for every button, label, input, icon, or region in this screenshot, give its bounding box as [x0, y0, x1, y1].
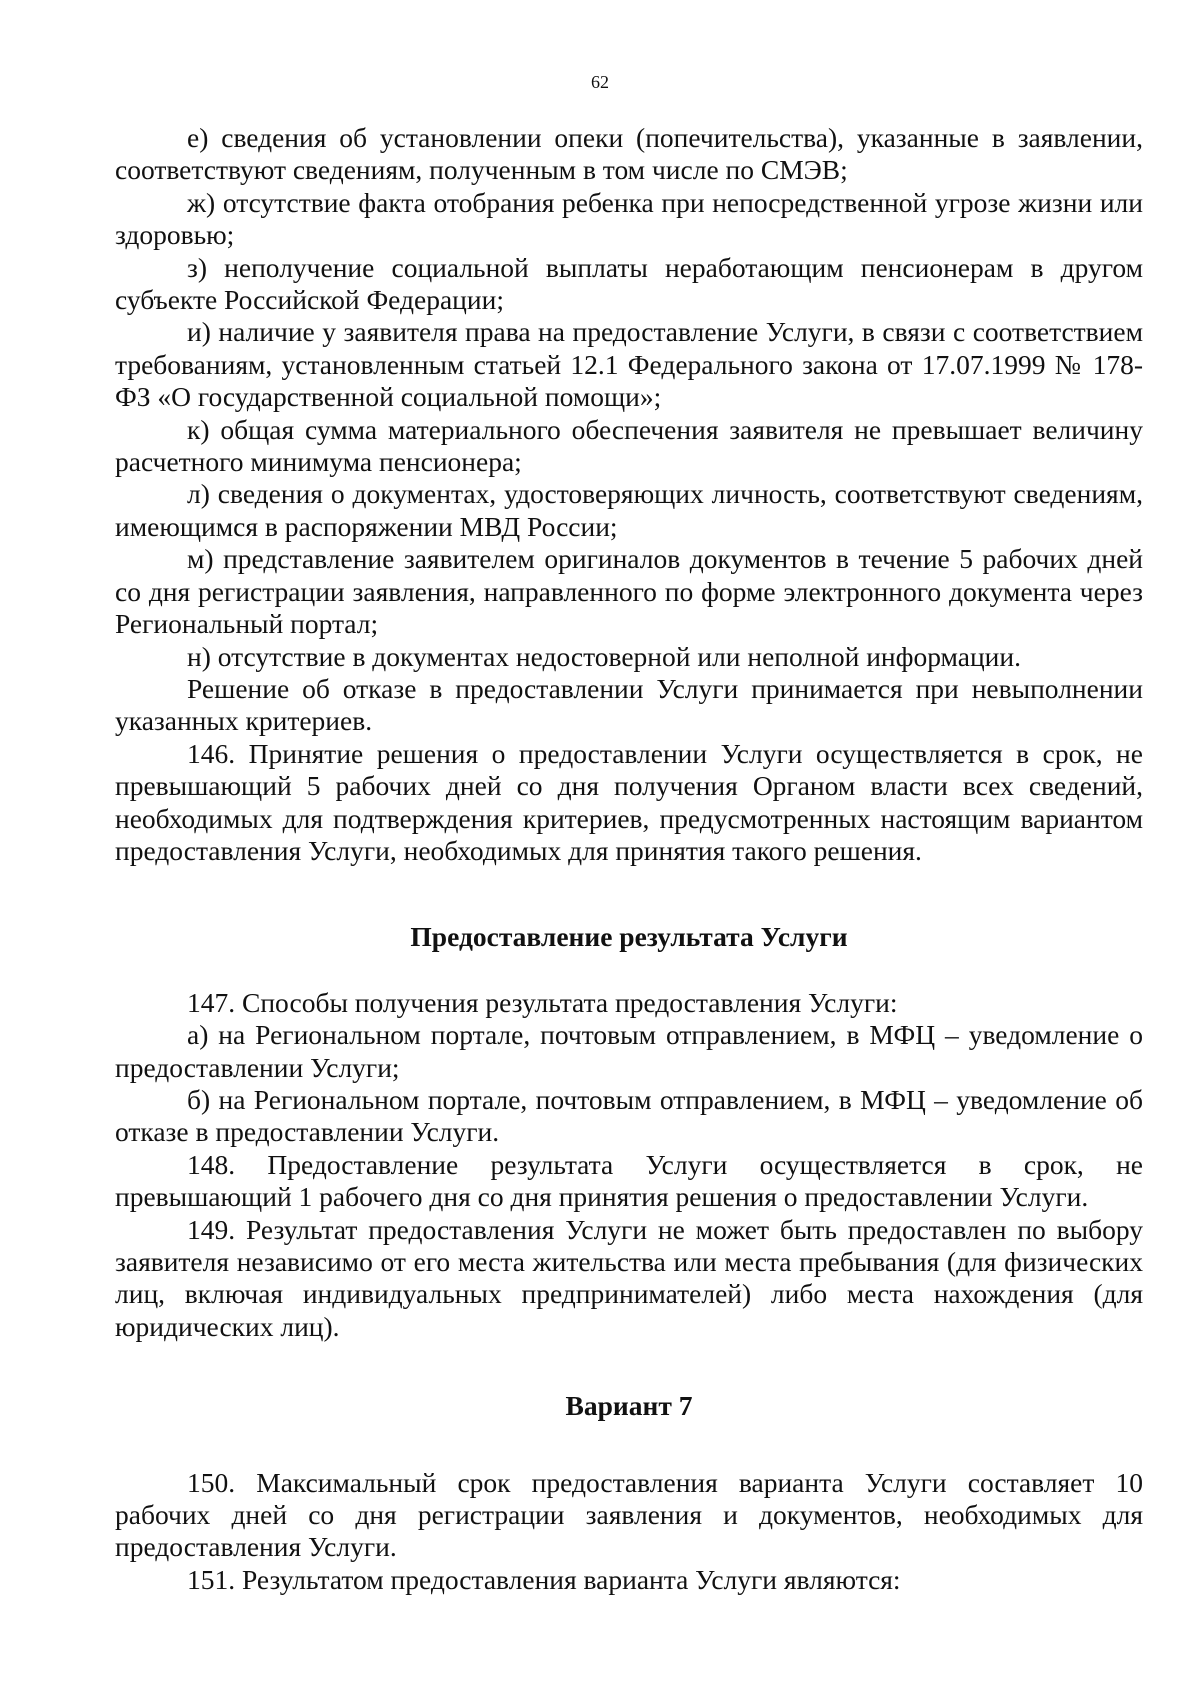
paragraph-zh: ж) отсутствие факта отобрания ребенка при непосредственной угрозе жизни или здоровью;	[115, 186, 1143, 251]
paragraph-z: з) неполучение социальной выплаты неработающим пенсионерам в другом субъекте Российской Федерации;	[115, 251, 1143, 316]
page-number: 62	[591, 72, 609, 92]
paragraph-m: м) представление заявителем оригиналов документов в течение 5 рабочих дней со дня регистрации заявления, направленного по форме электронного документа через Региональный портал;	[115, 543, 1143, 640]
paragraph-147-a: а) на Региональном портале, почтовым отправлением, в МФЦ – уведомление о предоставлении Услуги;	[115, 1019, 1143, 1083]
paragraph-150: 150. Максимальный срок предоставления варианта Услуги составляет 10 рабочих дней со дня регистрации заявления и документов, необходимых для предоставления Услуги.	[115, 1466, 1143, 1563]
paragraph-147: 147. Способы получения результата предоставления Услуги:	[187, 986, 898, 1018]
paragraph-e: е) сведения об установлении опеки (попечительства), указанные в заявлении, соответствуют сведениям, полученным в том числе по СМЭВ;	[115, 122, 1143, 186]
paragraph-146: 146. Принятие решения о предоставлении Услуги осуществляется в срок, не превышающий 5 рабочих дней со дня получения Органом власти всех сведений, необходимых для подтверждения критериев, предусмотренных настоящим вариантом предоставления Услуги, необходимых для принятия такого решения.	[115, 737, 1143, 866]
paragraph-148: 148. Предоставление результата Услуги осуществляется в срок, не превышающий 1 рабочего дня со дня принятия решения о предоставлении Услуги.	[115, 1148, 1143, 1213]
paragraph-147-b: б) на Региональном портале, почтовым отправлением, в МФЦ – уведомление об отказе в предоставлении Услуги.	[115, 1083, 1143, 1148]
paragraph-149: 149. Результат предоставления Услуги не может быть предоставлен по выбору заявителя независимо от его места жительства или места пребывания (для физических лиц, включая индивидуальных предпринимателей) либо места нахождения (для юридических лиц).	[115, 1213, 1143, 1342]
paragraph-l: л) сведения о документах, удостоверяющих личность, соответствуют сведениям, имеющимся в распоряжении МВД России;	[115, 478, 1143, 542]
document-body	[115, 122, 1143, 1596]
section-heading-variant-7: Вариант 7	[565, 1390, 693, 1422]
paragraph-151: 151. Результатом предоставления варианта Услуги являются:	[187, 1563, 901, 1595]
paragraph-i: и) наличие у заявителя права на предоставление Услуги, в связи с соответствием требованиям, установленным статьей 12.1 Федерального закона от 17.07.1999 № 178-ФЗ «О государственной социальной помощи»;	[115, 316, 1143, 413]
paragraph-n: н) отсутствие в документах недостоверной или неполной информации.	[187, 640, 1021, 672]
paragraph-refusal: Решение об отказе в предоставлении Услуги принимается при невыполнении указанных критериев.	[115, 672, 1143, 737]
paragraph-k: к) общая сумма материального обеспечения заявителя не превышает величину расчетного минимума пенсионера;	[115, 413, 1143, 478]
section-heading-result: Предоставление результата Услуги	[410, 921, 848, 953]
